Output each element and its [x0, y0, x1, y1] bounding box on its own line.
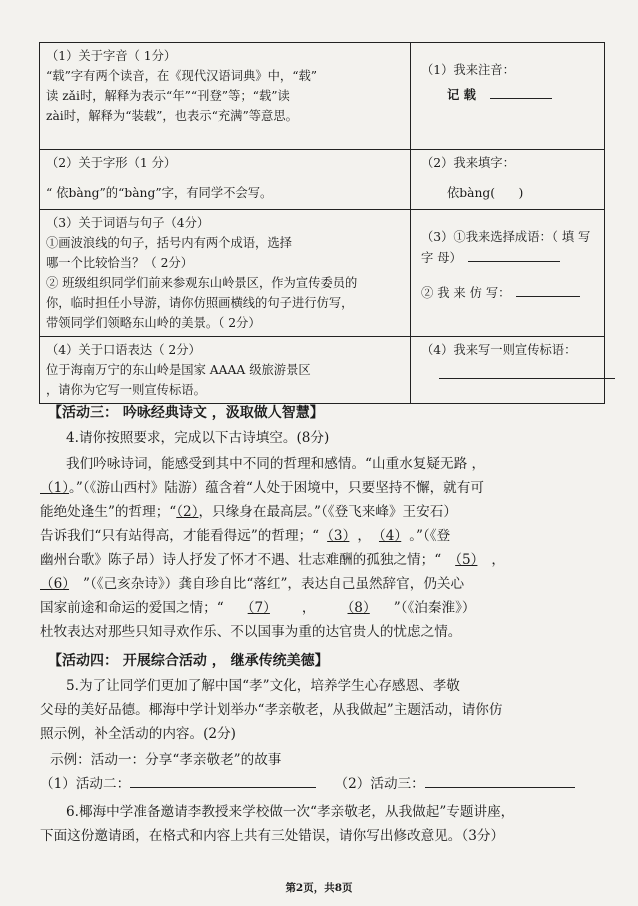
- blank-1[interactable]: （1）: [40, 480, 70, 496]
- cell-line: （4）我来写一则宣传标语：: [421, 343, 577, 357]
- cell-line: （2）我来填字：: [421, 156, 515, 170]
- cell-line: 读 zǎi时，解释为表示“年”“刊登”等；“载”读: [46, 89, 290, 103]
- activity-3-label: （2）活动三：: [334, 776, 425, 792]
- row3-left: [40, 210, 411, 337]
- poem-paragraph: 杜牧表达对那些只知寻欢作乐、不以国事为重的达官贵人的忧虑之情。: [40, 624, 462, 640]
- cell-line: （3）①我来选择成语：（ 填 写: [421, 230, 591, 244]
- cell-line: （4）关于口语表达（ 2分）: [46, 343, 201, 357]
- row2-left: [40, 150, 411, 210]
- poem-paragraph: 能绝处逢生”的哲理；“（2），只缘身在最高层。”（《登飞来峰》王安石）: [40, 504, 457, 520]
- cell-line: 你，临时担任小导游，请你仿照画横线的句子进行仿写，: [46, 296, 354, 310]
- activity-3-blank[interactable]: [425, 773, 575, 788]
- poem-paragraph: 国家前途和命运的爱国之情；“ （7） ， （8） ”（《泊秦淮》）: [40, 600, 476, 616]
- activity3-title: 【活动三： 吟咏经典诗文 ，汲取做人智慧】: [48, 405, 324, 421]
- row4-left: [40, 337, 411, 404]
- cell-line: （1）关于字音（ 1分）: [46, 49, 177, 63]
- cell-line: ② 班级组织同学们前来参观东山岭景区，作为宣传委员的: [46, 276, 358, 290]
- poem-paragraph: 幽州台歌》陈子昂）诗人抒发了怀才不遇、壮志难酬的孤独之情；“ （5） ，: [40, 552, 506, 568]
- question-6: 6.椰海中学准备邀请李教授来学校做一次“孝亲敬老，从我做起”专题讲座，: [66, 804, 515, 820]
- poem-paragraph: （6） ”（《己亥杂诗》）龚自珍自比“落红”，表达自己虽然辞官，仍关心: [40, 576, 465, 592]
- table-row: [40, 337, 605, 404]
- example-text: 示例：活动一：分享“孝亲敬老”的故事: [50, 752, 282, 768]
- answer-blank[interactable]: [490, 84, 552, 99]
- cell-line: “ 依bàng”的“bàng”字，有同学不会写。: [46, 186, 273, 200]
- blank-2[interactable]: （2）: [176, 504, 199, 520]
- blank-8[interactable]: （8）: [347, 600, 370, 616]
- cell-line: 哪一个比较恰当？（ 2分）: [46, 256, 193, 270]
- cell-line: “载”字有两个读音，在《现代汉语词典》中，“载”: [46, 69, 318, 83]
- cell-line: 字 母）: [421, 251, 462, 265]
- cell-line: 记 载: [447, 87, 476, 102]
- cell-line: （2）关于字形（1 分）: [46, 156, 177, 170]
- cell-line: 带领同学们领略东山岭的美景。（ 2分）: [46, 316, 261, 330]
- cell-line: （1）我来注音：: [421, 63, 515, 77]
- cell-line: ①画波浪线的句子，括号内有两个成语，选择: [46, 236, 292, 250]
- table-row: [40, 210, 605, 337]
- cell-line: （3）关于词语与句子（4分）: [46, 216, 210, 230]
- answer-blank[interactable]: [468, 247, 560, 262]
- blank-3[interactable]: （3）: [327, 528, 350, 544]
- cell-line: 位于海南万宁的东山岭是国家 AAAA 级旅游景区: [46, 363, 311, 377]
- blank-7[interactable]: （7）: [247, 600, 270, 616]
- poem-paragraph: （1）。”（《游山西村》陆游）蕴含着“人处于困境中，只要坚持不懈，就有可: [40, 480, 484, 496]
- cell-line: zài时，解释为“装载”，也表示“充满”等意思。: [46, 109, 298, 123]
- answer-blank[interactable]: [516, 282, 580, 297]
- blank-4[interactable]: （4）: [378, 528, 402, 544]
- poem-paragraph: 我们吟咏诗词，能感受到其中不同的哲理和感情。“山重水复疑无路 ，: [66, 456, 486, 472]
- blank-6[interactable]: （6）: [40, 576, 70, 592]
- cell-line: ② 我 来 仿 写：: [421, 286, 511, 300]
- row1-left: [40, 43, 411, 150]
- question-5: 照示例，补全活动的内容。(2分): [40, 726, 236, 742]
- activity4-title: 【活动四： 开展综合活动 ， 继承传统美德】: [48, 653, 329, 669]
- page-footer: 第2页，共8页: [285, 882, 353, 894]
- table-row: [40, 150, 605, 210]
- row1-right: [411, 43, 605, 150]
- table-row: [40, 43, 605, 150]
- question-5: 5.为了让同学们更加了解中国“孝”文化，培养学生心存感恩、孝敬: [66, 678, 460, 694]
- poem-paragraph: 告诉我们“只有站得高，才能看得远”的哲理；“ （3） ， （4） 。”（《登: [40, 528, 451, 544]
- question-table: [39, 42, 605, 404]
- blank-5[interactable]: （5）: [455, 552, 478, 568]
- activity-2-label: （1）活动二：: [40, 776, 131, 792]
- row3-right: [411, 210, 605, 337]
- answer-field[interactable]: 依bàng( ): [447, 186, 524, 200]
- answer-blank[interactable]: [439, 364, 615, 379]
- question-5: 父母的美好品德。椰海中学计划举办“孝亲敬老，从我做起”主题活动，请你仿: [40, 702, 503, 718]
- cell-line: ，请你为它写一则宣传标语。: [46, 383, 206, 397]
- row4-right: [411, 337, 605, 404]
- question-4: 4.请你按照要求，完成以下古诗填空。(8分): [66, 430, 330, 446]
- activity-2-blank[interactable]: [130, 773, 316, 788]
- answer-row: [40, 772, 638, 792]
- row2-right: [411, 150, 605, 210]
- question-6: 下面这份邀请函，在格式和内容上共有三处错误，请你写出修改意见。（3分）: [40, 828, 505, 844]
